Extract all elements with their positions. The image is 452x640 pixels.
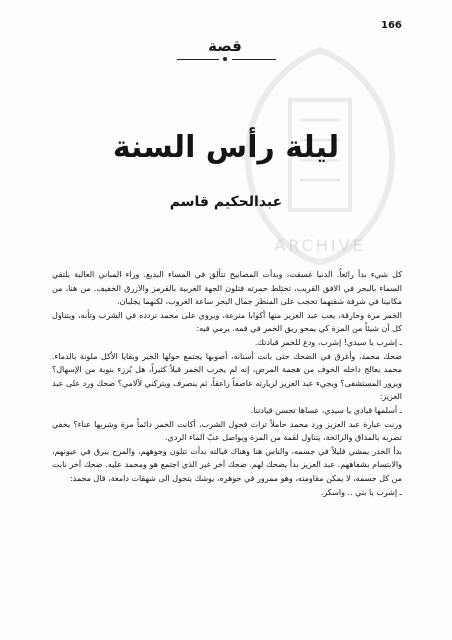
ornament-dot [223, 57, 227, 61]
paragraph: ضحك محمد، وأغرق في الضحك حتى بانت أسنانه، أصوبها يجتمع حولها الجير وبقايا الأكل ملونة بالدماء. محمد يعالج داخله الخوف من هجمة المرض، إنه لم يجرب الخمر قبلاً كثيراً، هل يُرزء بنوبة من الإسهال؟ ويزور المستشفى؟ ويجيء عبد العزيز لزيارته عاصفاً زاعقاً، ثم ينصرف ويتركني لآلامي؟ ضحك ورد على عبد العزيز: [52, 351, 402, 402]
paragraph: ـ أسلمها قيادي يا سيدي، عساها تحسن قيادتنا. [250, 405, 402, 415]
watermark-text: ARCHIVE [274, 236, 366, 255]
paragraph: بدأ الخدر يمشي قليلاً في جسمه، والناس هنا وهناك قبالته بدأت تتلون وجوههم، والمرح يبرق في عيونهم، والابتسام بشفاههم. عبد العزيز بدأ يضحك لهم. ضحك آخر غير الذي اجتمع هو ومحمد عليه. ضحك آخر نابت من كل جسمه، لا يمكن مقاومته، وهو ممرور في جوهره، يوشك يتحول الى شهقات دامعة، قال محمد: [52, 446, 402, 483]
section-label: قصة [208, 37, 242, 55]
paragraph: ـ إشرب يا سيدي! إشرب، ودع للخمر قيادتك. [254, 337, 402, 347]
author-name: عبدالحكيم قاسم [169, 194, 283, 210]
page-number: 166 [381, 20, 402, 31]
story-body [52, 268, 402, 499]
ornament-rule-right [232, 59, 276, 60]
story-title: ليلة رأس السنة [112, 130, 340, 165]
paragraph: ـ إشرب يا بني .. واسكر. [320, 487, 402, 497]
paragraph: كل شيء بدأ رائعاً. الدنيا غسقت، وبدأت المصابيح تتألق في المساء البديع. وراء المباني العالية يلتقي السماء بالبحر في الافق القريب، تختلط حمرته فتلون الجهة الغربية بالقرمز والازرق الخفيف. من هنا، من مكانينا في شرفة شقتهما تحجب على المنظر جمال البحر ساعة الغروب، لكنهما يجلبان. [52, 270, 402, 307]
paragraph: الخمر مرة وحارقة، يعب عبد العزيز منها أكوابا مترعة، ويروي على محمد تردده في الشرب وتأنه، ويتناول كل آن شيئاً من المزة كي يمحو ريق الخمر في فمه. يرمي فيه: [52, 310, 402, 334]
paragraph: ورنت عبارة عبد العزيز ورد محمد حاملاً تراث فحول الشرب، أكانت الخمر دائماً مرة وشربها عناء؟ يخفي تضربه بالمذاق والرائحة، يتناول لقمة من المزة ويواصل عبّ الماء الردي. [52, 419, 402, 443]
ornament-rule-left [177, 59, 219, 60]
